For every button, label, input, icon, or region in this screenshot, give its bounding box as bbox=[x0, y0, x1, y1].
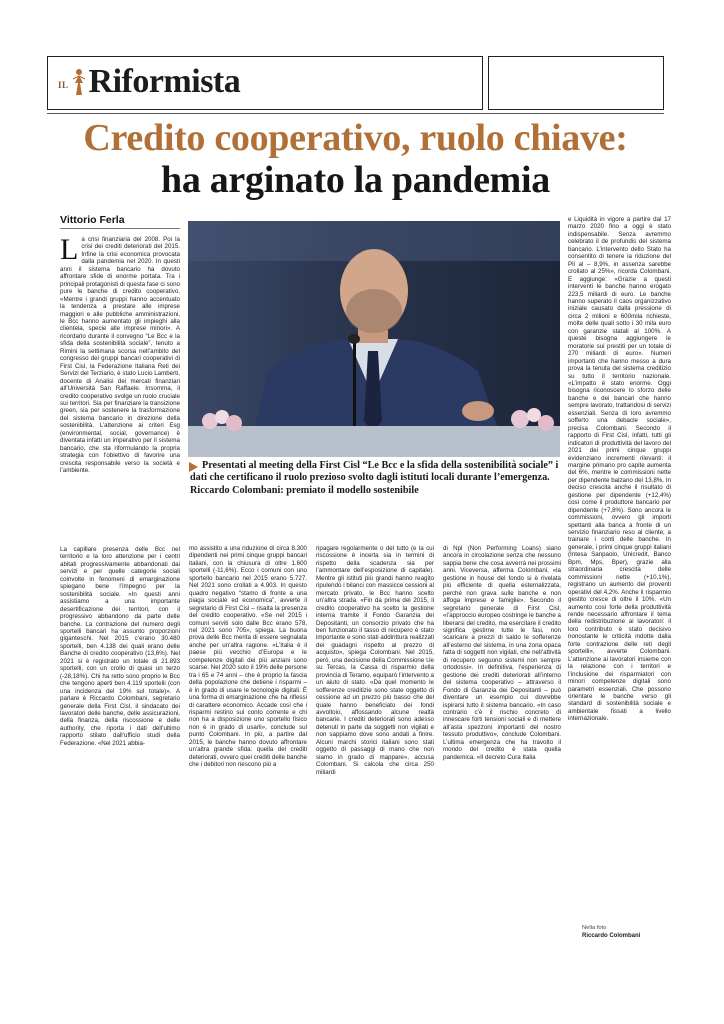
column-1-lower-text: La capillare presenza delle Bcc nel territorio e la loro attenzione per i centri abitati progressivamente abbandonati dai servizi e per quelle categorie sociali coinvolte in fenomeni di emarginazione spiegano bene l’impegno per la sostenibilità sociale. «In questi anni assistiamo a una importante desertificazione dei territori, con il progressivo abbandono da parte delle banche. La contrazione del numero degli sportelli bancari ha assunto proporzioni giganteschi. Nel 2015 c’erano 30.480 sportelli, ben 4.138 dei quali erano delle Banche di credito cooperativo (13,6%). Nel 2021 si è registrato un totale di 21.893 sportelli, con un crollo di quasi un terzo (-28,18%). Chi ha retto sono proprio le Bcc che tengono aperti ben 4.119 sportelli (con una incidenza del 19% sul totale)». A parlare è Riccardo Colombani, segretario generale della First Cisl, il sindacato dei lavoratori delle banche, delle assicurazioni, della finanza, della riscossione e delle authority, che riporta i dati dell’ultimo rapporto stilato dall’ufficio studi della Federazione. «Nel 2021 abbia- bbox=[60, 546, 180, 747]
article-photo bbox=[188, 221, 560, 457]
column-2-text: mo assistito a una riduzione di circa 8.300 dipendenti nei primi cinque gruppi bancari italiani, con la chiusura di oltre 1.600 sportelli (-11,6%). Ecco i comuni con uno sportello bancario nel 2015 erano 5.727. Nel 2021 sono crollati a 4.903. In questo quadro negativo “stamo di fronte a una piaga sociale ed economica”, avverte il segretario di First Cisl – risalta la presenza del credito cooperativo. «Se nel 2015 i comuni serviti solo dalle Bcc erano 578, nel 2021 sono 705», spiega. La buona prova delle Bcc merita di essere segnalata anche per un’altra ragione. «L’Italia è il paese più vecchio d’Europa e le competenze digitali dei più anziani sono scarse. Nel 2020 solo il 19% delle persone tra i 65 e 74 anni – che è proprio la fascia della popolazione che detiene i risparmi – è in grado di usare le tecnologie digitali. È una forma di emarginazione che ha riflessi di carattere economico. Accade così che i risparmi restino sul conto corrente e chi non ha a disposizione uno sportello fisico non è in grado di usarli», conclude sul punto Colombani. In più, a partire dal 2015, le banche hanno dovuto affrontare un’altra grande sfida: quella dei crediti deteriorati, ovvero quei crediti delle banche che i debitori non riescono più a bbox=[189, 545, 307, 769]
logo-emblem-icon bbox=[71, 67, 87, 97]
headline-line-1: Credito cooperativo, ruolo chiave: bbox=[83, 117, 628, 159]
masthead-logo bbox=[58, 62, 240, 102]
masthead-side-box bbox=[488, 56, 664, 110]
masthead-name: Riformista bbox=[88, 63, 241, 100]
portrait-illustration bbox=[188, 221, 560, 457]
author-byline: Vittorio Ferla bbox=[60, 214, 125, 226]
article-column-4 bbox=[443, 545, 561, 937]
photo-caption: Presentati al meeting della First Cisl “Le Bcc e la sfida della sostenibilità sociale” i dati che certificano il ruolo prezioso svolto dagli istituti locali durante l’emergenza. Riccardo Colombani: premiato il modello sostenibile bbox=[190, 460, 559, 496]
article-column-2 bbox=[189, 545, 307, 937]
column-3-text: ripagare regolarmente o del tutto (e la cui riscossione è incerta sia in termini di rispetto della scadenza sia per l’ammontare dell’esposizione di capitale). Mentre gli istituti più grandi hanno reagito ripulendo i bilanci con massicce cessioni al mercato privato, le Bcc hanno scelto un’altra strada. «Fin da prima del 2015, il credito cooperativo ha scelto la gestione interna tramite il Fondo Garanzia dei Depositanti, un consorzio privato che ha ben funzionato il tasso di recupero è stato importante e sono stati addirittura realizzati dei guadagni rispetto al prezzo di acquisto», spiega Colombani. Nel 2015, però, una decisione della Commissione Ue su Tercas, la Cassa di risparmio della provincia di Teramo, equiparò l’intervento a un aiuto di stato. «Da quel momento le sofferenze creditizie sono state oggetto di cessione ad un prezzo più basso che del quale hanno beneficiato dei fondi avvoltoio, affossando alcune realtà bancarie. I crediti deteriorati sono adesso detenuti in parte da soggetti non vigilati e non sappiamo dove sono andati a finire. Alcuni marchi storici italiani sono stati oggetto di passaggi di mano che non siamo in grado di mappare», accusa Colombani. Si calcola che circa 250 miliardi bbox=[316, 545, 434, 776]
headline-line-2: ha arginato la pandemia bbox=[161, 159, 550, 201]
photo-credit-name: Riccardo Colombani bbox=[582, 933, 641, 939]
article-column-3 bbox=[316, 545, 434, 937]
article-column-1 bbox=[60, 236, 180, 542]
column-5-text: e Liquidità in vigore a partire dal 17 marzo 2020 fino a oggi è stato indispensabile. Senza avremmo celebrato il de profundis del sistema bancario. L’intervento dello Stato ha consentito di tenere la riduzione del Pil al – 8,9%, in assenza sarebbe crollato al 25%», ricorda Colombani. E aggiunge: «Grazie a questi interventi le banche hanno erogato 223,5 miliardi di euro. Le banche hanno superato il caos organizzativo iniziale causato dalla pressione di circa 2 milioni e 600mila richieste, molte delle quali sotto i 30 mila euro con garanzie statali al 100%. A queste bisogna aggiungere le moratorie sui prestiti per un totale di 270 miliardi di euro». Numeri importanti che hanno messo a dura prova la tenuta del sistema creditizio su tutto il territorio nazionale. «L’impatto è stato enorme. Oggi bisogna riconoscere lo sforzo delle banche e dei bancari che hanno sempre lavorato, trattandosi di servizi essenziali. Senza di loro avremmo sofferto una debacle sociale», precisa Colombani. Secondo il rapporto di First Cisl, infatti, tutti gli indicatori di produttività del lavoro del 2021 dei primi cinque gruppi evidenziano incrementi rilevanti: il margine primario pro capite aumenta del 6%, mentre le commissioni nette per dipendente balzano del 13,8%. In deciso crescita anche il risultato di gestione per dipendente (+12,4%) così come il produttore bancario per dipendente (+7,8%). Sono ancora le commissioni, ovvero gli importi spettanti alla banca a fronte di un servizio finanziario reso al cliente, a trainare i conti delle banche. In generale, i primi cinque gruppi italiani (Intesa Sanpaolo, Unicredit, Banco Bpm, Mps, Bper), grazie alla straordinaria crescita delle commissioni nette (+10,1%), registrano un aumento dei proventi operativi del 4,2%. Anche il risparmio gestito cresce di oltre il 10%. «Un aumento così forte della produttività rende necessario affrontare il tema della redistribuzione ai lavoratori: il loro contributo è stato decisivo nonostante le criticità indotte dalla forte contrazione delle reti degli sportelli», avverte Colombani. L’attenzione ai lavoratori insieme con la relazione con i territori e l’inclusione dei risparmiatori con minori competenze digitali sono parametri essenziali. Che possono orientare le banche verso gli standard di sostenibilità sociale e ambientale fissati a livello internazionale. bbox=[568, 216, 671, 723]
column-1-text: a crisi finanziaria del 2008. Poi la crisi dei crediti deteriorati del 2015. Infine la crisi economica provocata dalla pandemia nel 2020. In questi anni il sistema bancario ha dovuto affrontare sfide di enorme portata. Tra i principali protagonisti di questa fase ci sono pure le banche di credito cooperativo. «Mentre i grandi gruppi hanno accentuato la tendenza a prestare alle imprese maggiori e alle pubbliche amministrazioni, le Bcc hanno aumentato gli impieghi alla clientela, specie alle imprese minori». A ricordarlo durante il convegno “Le Bcc e la sfida della sostenibilità sociale”, tenuto a Rimini la settimana scorsa nell’ambito del congresso dei gruppi bancari cooperativi di First Cisl, la Federazione Italiana Reti dei Servizi del Terziario, è stato Lucio Lamberti, docente di Analisi dei mercati finanziari all’Università San Raffaele. Insomma, il credito cooperativo svolge un ruolo cruciale sui territori. Sia per finanziare la transizione green, sia per sostenere la trasformazione del sistema bancario in direzione della sostenibilità. L’attenzione ai criteri Esg (environmental, social, governance) è diventata infatti un imperativo per il sistema bancario, che sta riformulando la propria strategia con l’obiettivo di favorire una crescita responsabile verso la società e l’ambiente. bbox=[60, 236, 180, 475]
byline-divider bbox=[60, 228, 180, 229]
article-column-1-lower bbox=[60, 546, 180, 936]
masthead-divider bbox=[47, 113, 664, 114]
drop-cap: L bbox=[60, 236, 79, 266]
column-4-text: di Npl (Non Performing Loans) siano ancora in circolazione senza che nessuno sappia bene che cosa avverrà nei prossimi anni. Viceversa, afferma Colombani, «la gestione in house del fondo si è rivelata più efficiente di quella esternalizzata, perché non grava sulle banche e non affoga imprese e famiglie». Secondo il segretario generale di First Cisl, «l’approccio europeo costringe le banche a liberarsi del credito, ma esercitare il credito significa gestirne tutte le fasi, non scaricare a prezzi di saldo le sofferenze all’esterno del sistema, in una zona opaca fatta di soggetti non vigilati, che nell’attività di recupero seguono sistemi non sempre ortodossi». In definitiva, l’esperienza di gestione dei crediti deteriorati all’interno del sistema cooperativo – attraverso il Fondo di Garanzia dei Depositanti – può diventare un esempio cui dovrebbe ispirarsi tutto il sistema bancario. «In caso contrario c’è il rischio concreto di innescare forti tensioni sociali e di mettere all’asta spezzoni importanti del nostro tessuto produttivo», conclude Colombani. L’ultima emergenza che ha travolto il mondo del credito è stata quella pandemica. «Il decreto Cura Italia bbox=[443, 545, 561, 761]
logo-prefix: IL bbox=[58, 80, 69, 90]
article-column-5 bbox=[568, 216, 671, 916]
photo-credit-label: Nella foto bbox=[582, 925, 607, 931]
